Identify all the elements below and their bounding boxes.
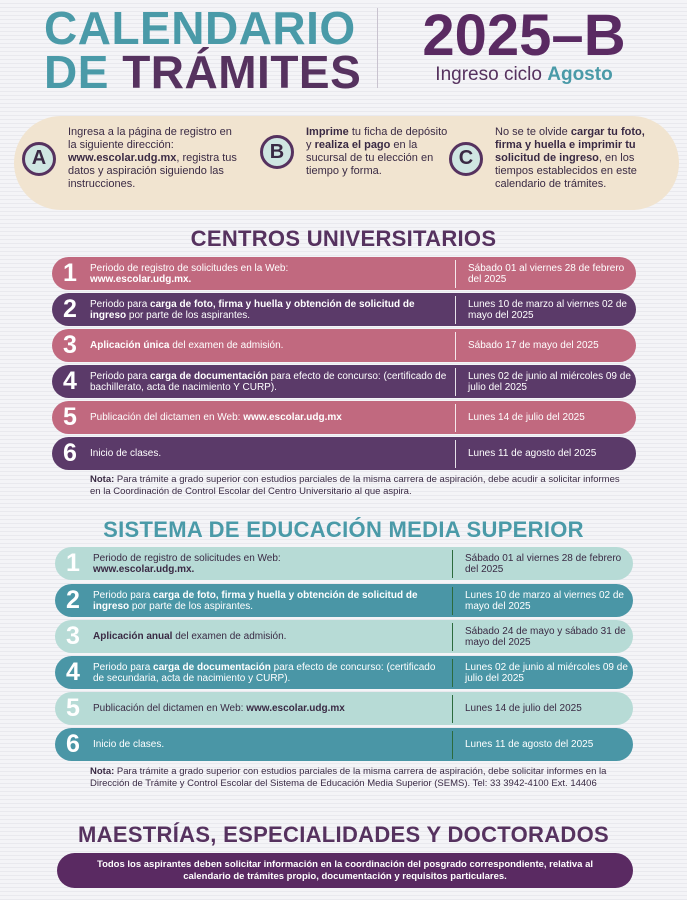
table-row bbox=[52, 437, 636, 470]
row-desc-bold: carga de documentación bbox=[150, 370, 268, 382]
row-date: Lunes 10 de marzo al viernes 02 de mayo del 2025 bbox=[465, 589, 624, 612]
row-description bbox=[88, 299, 455, 321]
cu-note-text: Para trámite a grado superior con estudios parciales de la misma carrera de aspiración, debe acudir a solicitar informes en la Coordinación de Control Escolar del Centro Universitario al que aspira. bbox=[90, 474, 620, 497]
row-desc-text: Periodo para bbox=[93, 589, 154, 601]
row-date: Lunes 14 de julio del 2025 bbox=[465, 703, 582, 714]
row-desc-bold: carga de documentación bbox=[153, 661, 271, 673]
table-row bbox=[55, 620, 633, 653]
row-description bbox=[88, 263, 455, 285]
row-number: 1 bbox=[66, 549, 80, 577]
title-line-2-part-2: TRÁMITES bbox=[122, 46, 362, 98]
row-description bbox=[91, 739, 452, 750]
step-a-link: www.escolar.udg.mx bbox=[68, 152, 177, 164]
step-b-text bbox=[306, 126, 452, 178]
row-date: Sábado 01 al viernes 28 de febrero del 2025 bbox=[465, 552, 622, 575]
sems-note-text: Para trámite a grado superior con estudios parciales de la misma carrera de aspiración, debe solicitar informes en la Dirección de Trámite y Control Escolar del Sistema de Educación Media Superior (SEMS). Tel: 33 3942-4100 Ext. 14406 bbox=[90, 766, 607, 789]
section-title-sems: SISTEMA DE EDUCACIÓN MEDIA SUPERIOR bbox=[103, 517, 584, 542]
row-date: Sábado 01 al viernes 28 de febrero del 2025 bbox=[468, 262, 625, 285]
title-line-2 bbox=[44, 46, 362, 98]
row-divider bbox=[455, 260, 457, 288]
step-c bbox=[449, 126, 665, 191]
step-b-badge: B bbox=[260, 135, 294, 169]
row-desc-text-2: para efecto de concurso: (certificado de bachillerato, acta de nacimiento Y CURP). bbox=[90, 370, 447, 393]
row-date: Lunes 11 de agosto del 2025 bbox=[468, 448, 597, 459]
row-desc-text: Periodo para bbox=[90, 370, 151, 382]
row-number: 1 bbox=[63, 259, 77, 287]
row-description bbox=[88, 371, 455, 393]
row-description bbox=[88, 340, 455, 351]
title-line-2-part-1: DE bbox=[44, 46, 123, 98]
table-row bbox=[52, 401, 636, 434]
step-b-bold-1: Imprime bbox=[306, 126, 349, 138]
step-c-text bbox=[495, 126, 665, 191]
row-number: 3 bbox=[63, 331, 77, 359]
section-title-cu: CENTROS UNIVERSITARIOS bbox=[190, 226, 497, 251]
row-desc-text: Inicio de clases. bbox=[90, 448, 162, 459]
step-c-text-2: , en los tiempos establecidos en este calendario de trámites. bbox=[495, 152, 637, 190]
row-description bbox=[91, 703, 452, 714]
row-desc-bold: carga de foto, firma y huella y obtención de solicitud de ingreso bbox=[93, 589, 418, 612]
step-c-badge: C bbox=[449, 142, 483, 176]
sems-note-label: Nota: bbox=[90, 766, 115, 777]
row-desc-text: Periodo de registro de solicitudes en Web: bbox=[93, 552, 281, 564]
posgrado-banner bbox=[57, 853, 633, 888]
posgrado-text: Todos los aspirantes deben solicitar información en la coordinación del posgrado correspondiente, relativa al calendario de trámites propio, documentación y requisitos particulares. bbox=[96, 858, 594, 882]
row-date: Lunes 02 de junio al miércoles 09 de julio del 2025 bbox=[468, 370, 631, 393]
step-b-text-2: en la sucursal de tu elección en tiempo y forma. bbox=[306, 139, 434, 177]
table-row bbox=[55, 656, 633, 689]
row-description bbox=[88, 448, 455, 459]
cu-note bbox=[90, 474, 630, 498]
page-title bbox=[44, 2, 362, 98]
row-desc-text-2: del examen de admisión. bbox=[169, 340, 284, 351]
row-desc-text: Inicio de clases. bbox=[93, 739, 165, 750]
period-subtitle bbox=[404, 64, 644, 86]
row-description bbox=[88, 412, 455, 423]
row-date: Lunes 10 de marzo al viernes 02 de mayo del 2025 bbox=[468, 298, 627, 321]
step-a-text-2: , registra tus datos y aspiración siguiendo las instrucciones. bbox=[68, 152, 237, 190]
row-number: 5 bbox=[66, 694, 80, 722]
row-date: Sábado 24 de mayo y sábado 31 de mayo del 2025 bbox=[465, 625, 626, 648]
step-b bbox=[260, 126, 452, 178]
row-number: 2 bbox=[66, 586, 80, 614]
row-desc-bold: www.escolar.udg.mx. bbox=[90, 273, 192, 285]
steps-panel bbox=[14, 116, 679, 210]
step-c-bold: cargar tu foto, firma y huella e imprimir tu solicitud de ingreso bbox=[495, 126, 645, 164]
row-desc-text: Publicación del dictamen en Web: bbox=[90, 412, 244, 423]
section-title-posgrado: MAESTRÍAS, ESPECIALIDADES Y DOCTORADOS bbox=[78, 822, 609, 847]
title-line-1: CALENDARIO bbox=[44, 2, 356, 54]
row-desc-text-2: del examen de admisión. bbox=[172, 631, 287, 642]
row-divider bbox=[455, 368, 457, 396]
step-b-bold-2: realiza el pago bbox=[314, 139, 391, 151]
sems-note bbox=[90, 766, 635, 790]
row-desc-text-2: por parte de los aspirantes. bbox=[126, 309, 251, 321]
step-b-text-1: tu ficha de depósito y bbox=[306, 126, 448, 151]
row-number: 6 bbox=[63, 439, 77, 467]
step-a-text bbox=[68, 126, 240, 191]
row-desc-text-2: por parte de los aspirantes. bbox=[129, 600, 254, 612]
table-row bbox=[52, 293, 636, 326]
period-subtitle-part-2: Agosto bbox=[547, 64, 613, 85]
step-a-badge: A bbox=[22, 142, 56, 176]
row-description bbox=[91, 662, 452, 684]
step-a bbox=[22, 126, 240, 191]
row-desc-text: Publicación del dictamen en Web: bbox=[93, 703, 247, 714]
header-divider bbox=[377, 8, 378, 88]
table-row bbox=[55, 692, 633, 725]
row-divider bbox=[455, 404, 457, 432]
table-row bbox=[55, 547, 633, 580]
row-desc-text: Periodo de registro de solicitudes en la Web: bbox=[90, 262, 289, 274]
row-date: Lunes 02 de junio al miércoles 09 de julio del 2025 bbox=[465, 661, 628, 684]
table-row bbox=[52, 257, 636, 290]
table-row bbox=[55, 728, 633, 761]
row-number: 4 bbox=[63, 367, 77, 395]
table-row bbox=[52, 329, 636, 362]
table-row bbox=[55, 584, 633, 617]
row-desc-bold: Aplicación única bbox=[90, 340, 170, 351]
period-subtitle-part-1: Ingreso ciclo bbox=[435, 64, 548, 85]
row-number: 2 bbox=[63, 295, 77, 323]
row-number: 6 bbox=[66, 730, 80, 758]
row-desc-bold: www.escolar.udg.mx bbox=[243, 412, 342, 423]
row-desc-text: Periodo para bbox=[90, 298, 151, 310]
row-desc-text-2: para efecto de concurso: (certificado de secundaria, acta de nacimiento y CURP). bbox=[93, 661, 436, 684]
row-number: 5 bbox=[63, 403, 77, 431]
row-date: Lunes 11 de agosto del 2025 bbox=[465, 739, 594, 750]
row-divider bbox=[455, 332, 457, 360]
table-row bbox=[52, 365, 636, 398]
row-number: 4 bbox=[66, 658, 80, 686]
row-divider bbox=[455, 440, 457, 468]
row-desc-bold: Aplicación anual bbox=[93, 631, 173, 642]
step-c-text-1: No se te olvide bbox=[495, 126, 571, 138]
row-description bbox=[91, 631, 452, 642]
row-desc-bold: carga de foto, firma y huella y obtención de solicitud de ingreso bbox=[90, 298, 415, 321]
row-description bbox=[91, 590, 452, 612]
row-desc-bold: www.escolar.udg.mx bbox=[246, 703, 345, 714]
step-a-text-1: Ingresa a la página de registro en la siguiente dirección: bbox=[68, 126, 232, 151]
row-desc-text: Periodo para bbox=[93, 661, 154, 673]
row-description bbox=[91, 553, 452, 575]
row-desc-bold: www.escolar.udg.mx. bbox=[93, 563, 195, 575]
row-date: Lunes 14 de julio del 2025 bbox=[468, 412, 585, 423]
period-block bbox=[404, 3, 644, 86]
row-date: Sábado 17 de mayo del 2025 bbox=[468, 340, 599, 351]
row-number: 3 bbox=[66, 622, 80, 650]
cu-note-label: Nota: bbox=[90, 474, 115, 485]
row-divider bbox=[455, 296, 457, 324]
period-year: 2025–B bbox=[422, 3, 626, 68]
